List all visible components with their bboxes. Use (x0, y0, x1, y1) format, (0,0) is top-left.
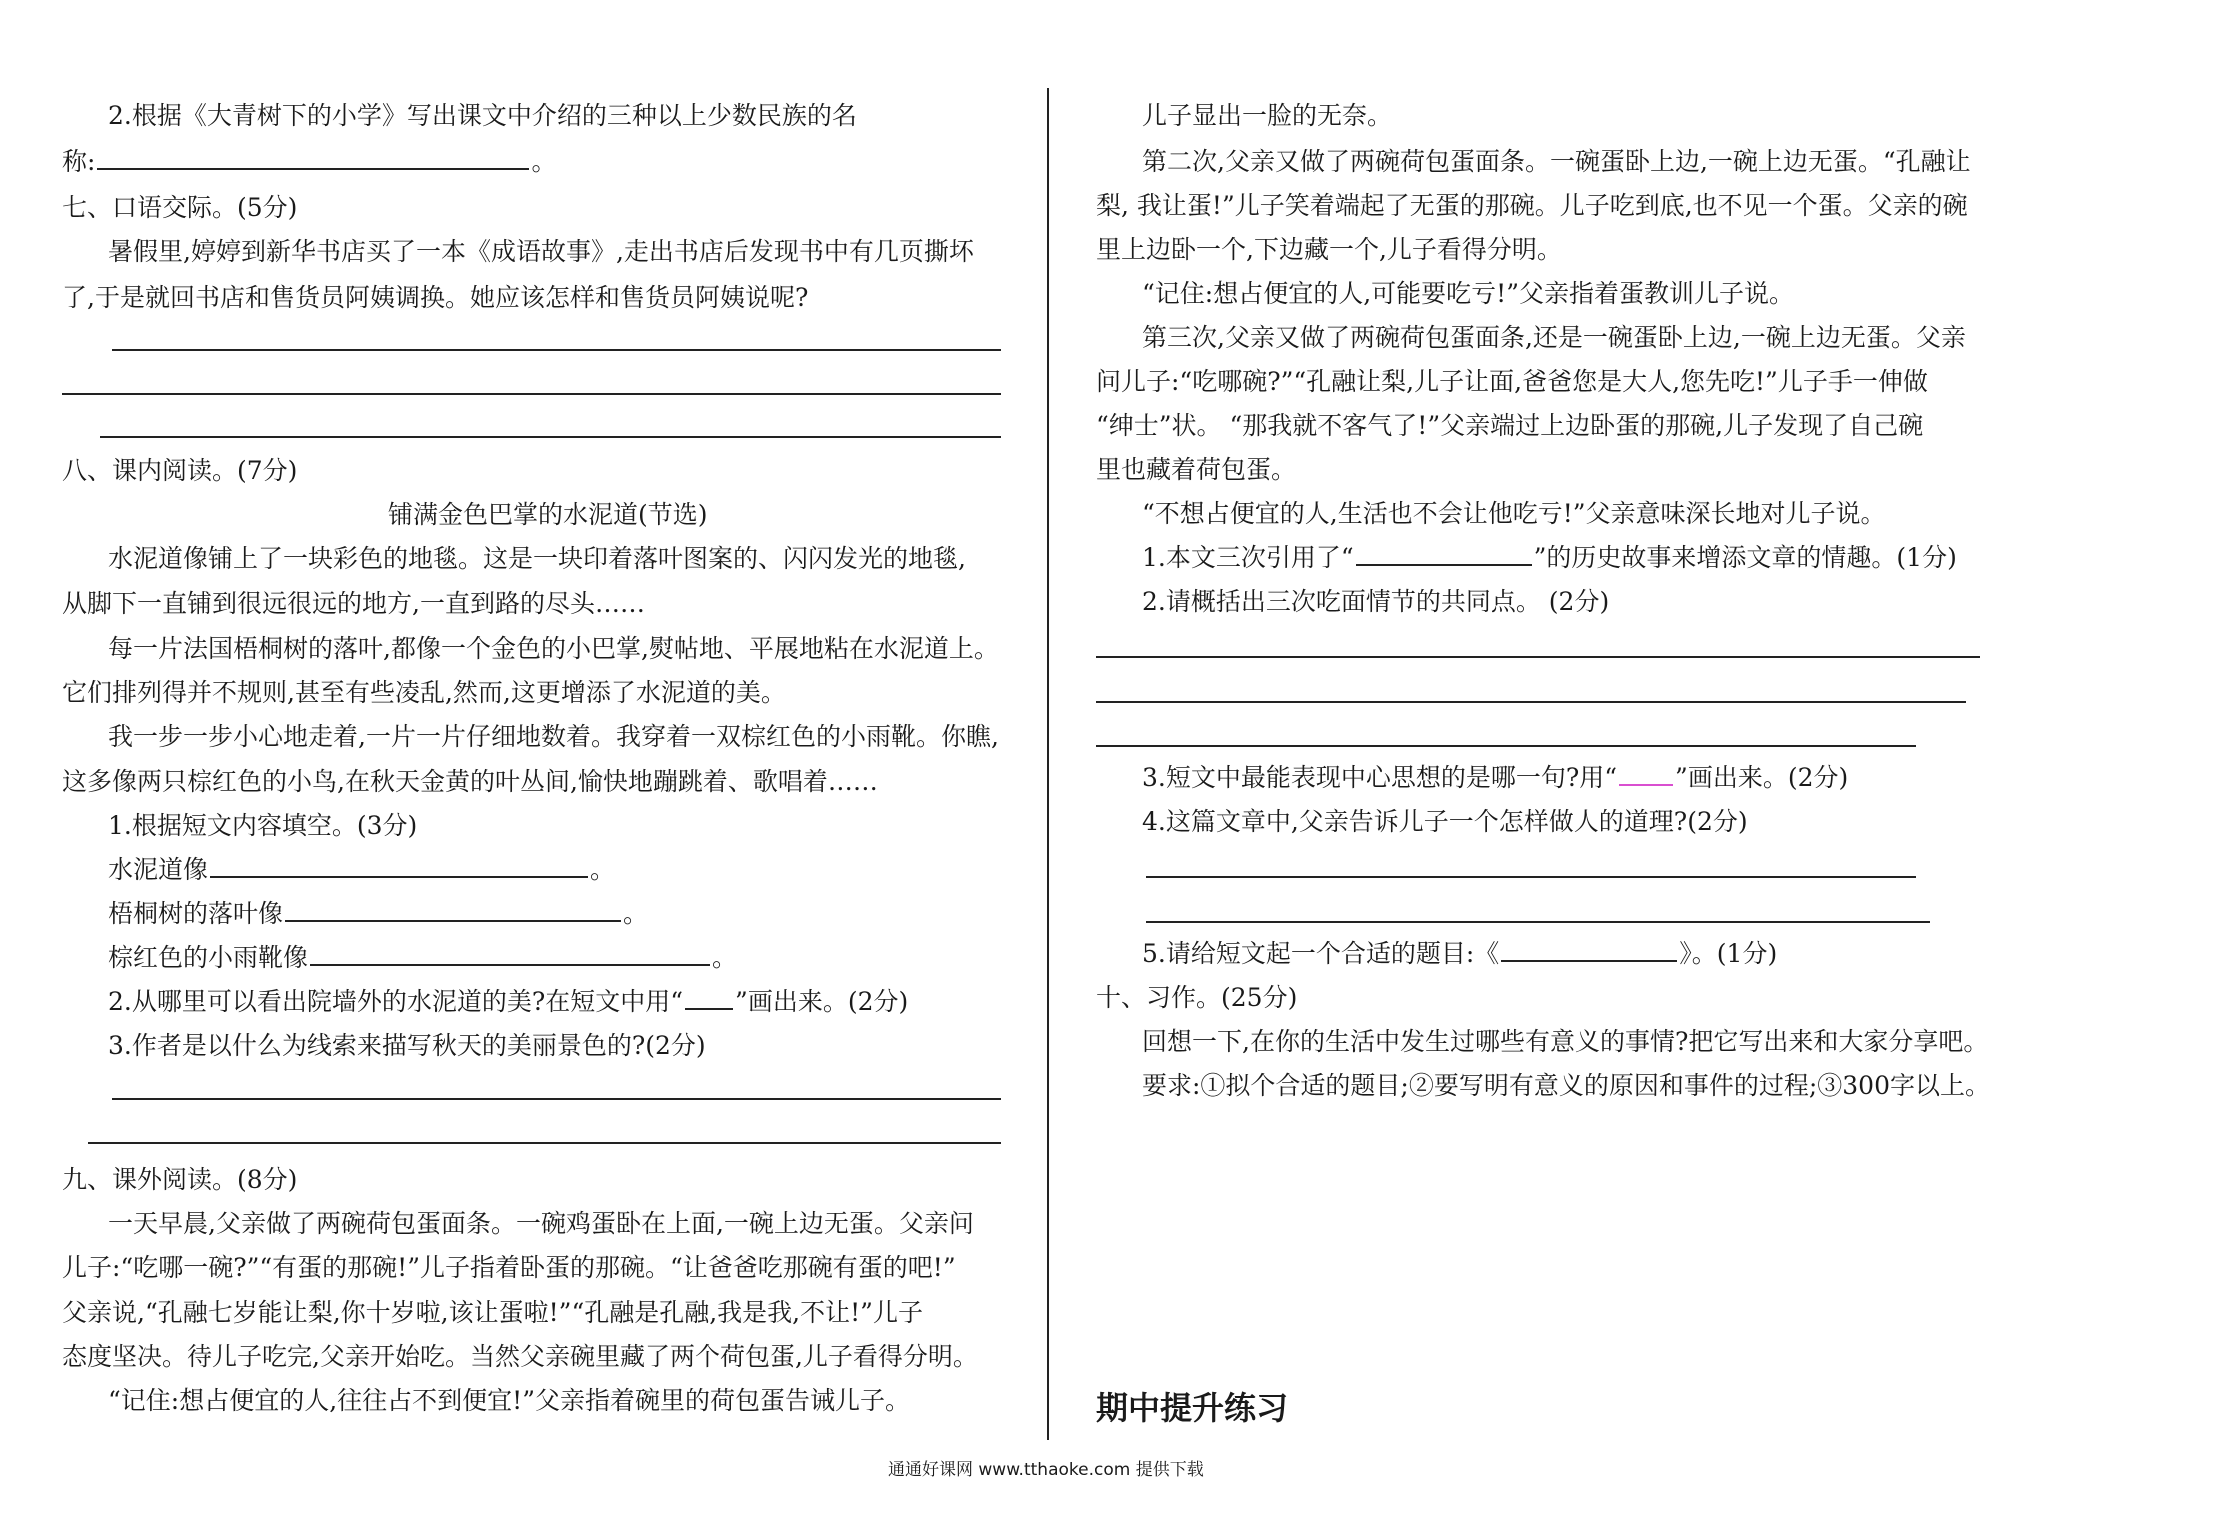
section-8-para: 这多像两只棕红色的小鸟,在秋天金黄的叶丛间,愉快地蹦跳着、歌唱着…… (62, 767, 878, 796)
right-q1-prefix: 1.本文三次引用了“ (1142, 543, 1354, 572)
right-q3-suffix: ”画出来。(2分) (1675, 763, 1849, 792)
right-q5-suffix: 》。(1分) (1679, 939, 1778, 968)
right-q1 (1142, 542, 1957, 574)
section-8-q1: 1.根据短文内容填空。(3分) (108, 811, 418, 840)
q1-a-label: 水泥道像 (108, 855, 209, 884)
section-10-title: 十、习作。(25分) (1096, 983, 1298, 1012)
q2-line2 (62, 146, 556, 178)
right-para: 第二次,父亲又做了两碗荷包蛋面条。一碗蛋卧上边,一碗上边无蛋。“孔融让 (1142, 147, 1971, 176)
section-8-para: 每一片法国梧桐树的落叶,都像一个金色的小巴掌,熨帖地、平展地粘在水泥道上。 (108, 634, 999, 663)
section-9-para: 一天早晨,父亲做了两碗荷包蛋面条。一碗鸡蛋卧在上面,一碗上边无蛋。父亲问 (108, 1209, 974, 1238)
section-8-q1-c (108, 942, 737, 974)
q1-c-blank[interactable] (310, 942, 710, 966)
right-q4-answer-line-1[interactable] (1146, 876, 1916, 878)
period: 。 (712, 943, 738, 972)
section-10-requirements: 要求:①拟个合适的题目;②要写明有意义的原因和事件的过程;③300字以上。 (1142, 1071, 1990, 1100)
section-8-q3-answer-line-2[interactable] (88, 1142, 1001, 1144)
right-para: “绅士”状。 “那我就不客气了!”父亲端过上边卧蛋的那碗,儿子发现了自己碗 (1096, 411, 1924, 440)
section-8-q3-answer-line-1[interactable] (112, 1098, 1001, 1100)
right-q3-prefix: 3.短文中最能表现中心思想的是哪一句?用“ (1142, 763, 1618, 792)
section-7-title: 七、口语交际。(5分) (62, 193, 298, 222)
right-para: “记住:想占便宜的人,可能要吃亏!”父亲指着蛋教训儿子说。 (1142, 279, 1794, 308)
right-q4: 4.这篇文章中,父亲告诉儿子一个怎样做人的道理?(2分) (1142, 807, 1748, 836)
right-q4-answer-line-2[interactable] (1146, 921, 1930, 923)
section-7-para-line2: 了,于是就回书店和售货员阿姨调换。她应该怎样和售货员阿姨说呢? (62, 283, 809, 312)
right-para: 儿子显出一脸的无奈。 (1142, 101, 1393, 130)
section-9-para: 父亲说,“孔融七岁能让梨,你十岁啦,该让蛋啦!”“孔融是孔融,我是我,不让!”儿子 (62, 1298, 923, 1327)
bottom-title: 期中提升练习 (1096, 1389, 1289, 1427)
section-9-para: 儿子:“吃哪一碗?”“有蛋的那碗!”儿子指着卧蛋的那碗。“让爸爸吃那碗有蛋的吧!” (62, 1253, 956, 1282)
period: 。 (623, 899, 649, 928)
section-7-para-line1: 暑假里,婷婷到新华书店买了一本《成语故事》,走出书店后发现书中有几页撕坏 (108, 237, 974, 266)
q1-a-blank[interactable] (210, 854, 588, 878)
q2-suffix: ”画出来。(2分) (735, 987, 909, 1016)
section-8-title: 八、课内阅读。(7分) (62, 456, 298, 485)
q2-underline-mark (685, 986, 733, 1010)
right-q1-suffix: ”的历史故事来增添文章的情趣。(1分) (1533, 543, 1957, 572)
section-8-passage-title: 铺满金色巴掌的水泥道(节选) (388, 500, 708, 529)
right-para: 里也藏着荷包蛋。 (1096, 455, 1297, 484)
right-para: 梨, 我让蛋!”儿子笑着端起了无蛋的那碗。儿子吃到底,也不见一个蛋。父亲的碗 (1096, 191, 1968, 220)
period: 。 (590, 855, 616, 884)
q1-b-label: 梧桐树的落叶像 (108, 899, 284, 928)
right-q2-answer-line-2[interactable] (1096, 701, 1966, 703)
column-divider (1047, 88, 1049, 1440)
section-8-q2 (108, 986, 908, 1018)
section-8-para: 从脚下一直铺到很远很远的地方,一直到路的尽头…… (62, 589, 645, 618)
section-9-para: 态度坚决。待儿子吃完,父亲开始吃。当然父亲碗里藏了两个荷包蛋,儿子看得分明。 (62, 1342, 978, 1371)
section-8-q3: 3.作者是以什么为线索来描写秋天的美丽景色的?(2分) (108, 1031, 706, 1060)
right-para: 里上边卧一个,下边藏一个,儿子看得分明。 (1096, 235, 1562, 264)
q2-prefix: 称: (62, 147, 96, 176)
section-8-q1-a (108, 854, 615, 886)
q2-line1: 2.根据《大青树下的小学》写出课文中介绍的三种以上少数民族的名 (108, 101, 857, 130)
right-q1-blank[interactable] (1356, 542, 1532, 566)
section-8-q1-b (108, 898, 648, 930)
right-q5 (1142, 938, 1777, 970)
section-9-title: 九、课外阅读。(8分) (62, 1165, 298, 1194)
q1-b-blank[interactable] (285, 898, 621, 922)
q1-c-label: 棕红色的小雨靴像 (108, 943, 309, 972)
section-10-prompt: 回想一下,在你的生活中发生过哪些有意义的事情?把它写出来和大家分享吧。 (1142, 1027, 1989, 1056)
section-7-answer-line-1[interactable] (112, 349, 1001, 351)
right-para: “不想占便宜的人,生活也不会让他吃亏!”父亲意味深长地对儿子说。 (1142, 499, 1886, 528)
q2-answer-blank[interactable] (97, 146, 529, 170)
right-q5-prefix: 5.请给短文起一个合适的题目:《 (1142, 939, 1500, 968)
section-7-answer-line-2[interactable] (62, 393, 1001, 395)
right-q2-answer-line-3[interactable] (1096, 745, 1916, 747)
section-8-para: 水泥道像铺上了一块彩色的地毯。这是一块印着落叶图案的、闪闪发光的地毯, (108, 544, 966, 573)
right-q2-answer-line-1[interactable] (1096, 656, 1980, 658)
section-9-para: “记住:想占便宜的人,往往占不到便宜!”父亲指着碗里的荷包蛋告诫儿子。 (108, 1386, 910, 1415)
section-8-para: 我一步一步小心地走着,一片一片仔细地数着。我穿着一双棕红色的小雨靴。你瞧, (108, 722, 999, 751)
section-7-answer-line-3[interactable] (100, 436, 1001, 438)
footer-credit: 通通好课网 www.tthaoke.com 提供下载 (888, 1460, 1204, 1480)
right-para: 第三次,父亲又做了两碗荷包蛋面条,还是一碗蛋卧上边,一碗上边无蛋。父亲 (1142, 323, 1966, 352)
right-q3 (1142, 762, 1848, 794)
right-q3-pink-underline (1619, 762, 1673, 786)
right-q2: 2.请概括出三次吃面情节的共同点。 (2分) (1142, 587, 1610, 616)
section-8-para: 它们排列得并不规则,甚至有些凌乱,然而,这更增添了水泥道的美。 (62, 678, 786, 707)
right-para: 问儿子:“吃哪碗?”“孔融让梨,儿子让面,爸爸您是大人,您先吃!”儿子手一伸做 (1096, 367, 1928, 396)
q2-prefix: 2.从哪里可以看出院墙外的水泥道的美?在短文中用“ (108, 987, 684, 1016)
right-q5-title-blank[interactable] (1501, 938, 1677, 962)
q2-suffix: 。 (531, 147, 557, 176)
